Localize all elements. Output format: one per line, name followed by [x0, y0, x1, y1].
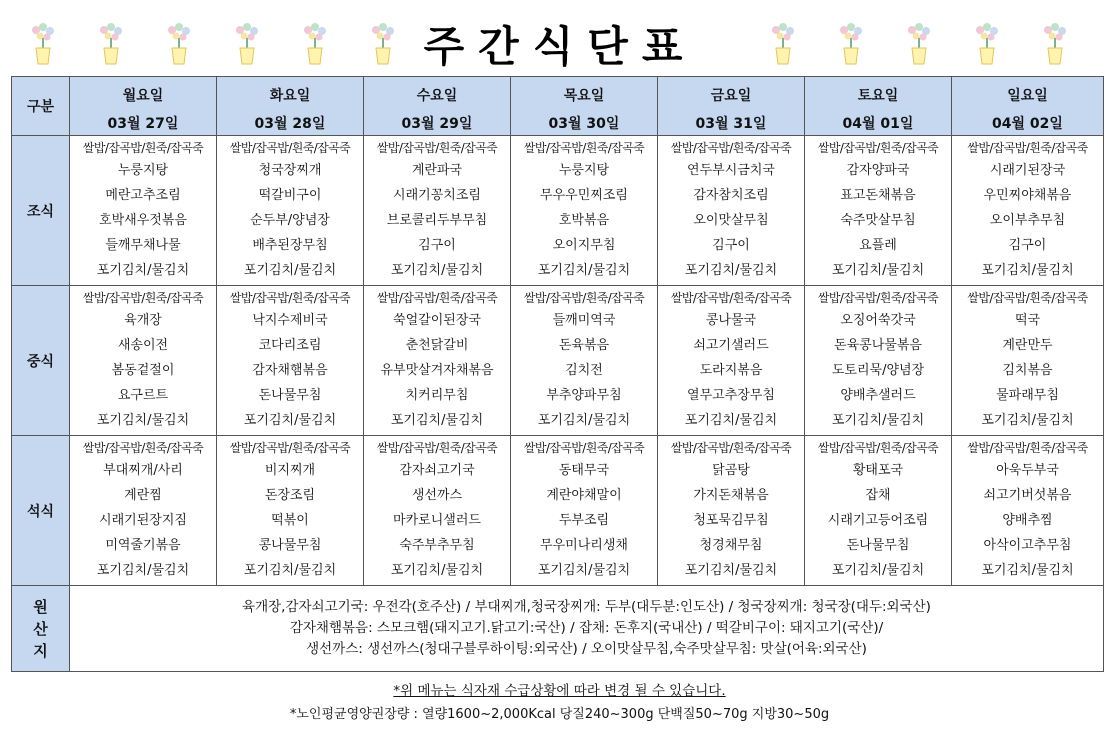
- menu-item: 부대찌개/사리: [103, 463, 183, 478]
- flower-pot-icon: [838, 22, 864, 66]
- flower-pot-icon: [30, 22, 56, 66]
- menu-item: 물파래무침: [996, 388, 1059, 403]
- meal-cell: [70, 436, 217, 586]
- menu-item: 돈육콩나물볶음: [834, 338, 922, 353]
- rice-options: 쌀밥/잡곡밥/흰죽/잡곡죽: [523, 291, 645, 305]
- meal-cell: [217, 286, 364, 436]
- day-header: 목요일 03월 30일: [511, 77, 658, 136]
- dinner-label: 석식: [12, 436, 70, 586]
- menu-item: 시래기된장지짐: [99, 513, 187, 528]
- menu-item: 생선까스: [411, 488, 463, 503]
- rice-options: 쌀밥/잡곡밥/흰죽/잡곡죽: [82, 291, 204, 305]
- flower-pot-icon: [770, 22, 796, 66]
- origin-info: [70, 586, 1104, 672]
- menu-item: 포기김치/물김치: [981, 413, 1074, 428]
- menu-item: 청국장찌개: [258, 163, 322, 178]
- menu-item: 청경채무침: [699, 538, 763, 553]
- menu-item: 누룽지탕: [558, 163, 610, 178]
- flower-pot-icon: [302, 22, 328, 66]
- day-header: 수요일 03월 29일: [364, 77, 511, 136]
- menu-item: 청포묵김무침: [693, 513, 769, 528]
- menu-item: 떡갈비구이: [258, 188, 322, 203]
- meal-cell: [511, 136, 658, 286]
- menu-item: 춘천닭갈비: [405, 338, 469, 353]
- nutrition-note: *노인평균영양권장량 : 열량1600~2,000Kcal 당질240~300g 단백질50~70g 지방30~50g: [289, 707, 830, 722]
- menu-item: 계란파국: [411, 163, 463, 178]
- menu-item: 포기김치/물김치: [981, 563, 1074, 578]
- menu-item: 포기김치/물김치: [831, 263, 925, 278]
- menu-item: 김구이: [418, 238, 456, 253]
- menu-item: 떡국: [1014, 313, 1041, 328]
- meal-cell: [364, 436, 511, 586]
- menu-item: 김치전: [565, 363, 603, 378]
- menu-item: 포기김치/물김치: [390, 413, 484, 428]
- menu-item: 쇠고기샐러드: [693, 338, 769, 353]
- menu-item: 감자쇠고기국: [399, 463, 475, 478]
- menu-item: 포기김치/물김치: [243, 413, 337, 428]
- flower-pot-icon: [906, 22, 932, 66]
- menu-item: 감자채햄볶음: [252, 363, 328, 378]
- rice-options: 쌀밥/잡곡밥/흰죽/잡곡죽: [523, 141, 645, 155]
- menu-item: 콩나물무침: [258, 538, 322, 553]
- page-title: 주간식단표: [423, 22, 697, 71]
- menu-item: 도토리묵/양념장: [831, 363, 925, 378]
- change-notice: *위 메뉴는 식자재 수급상황에 따라 변경 될 수 있습니다.: [393, 683, 726, 699]
- menu-item: 요구르트: [117, 388, 169, 403]
- flower-pot-icon: [234, 22, 260, 66]
- rice-options: 쌀밥/잡곡밥/흰죽/잡곡죽: [376, 441, 498, 455]
- menu-item: 포기김치/물김치: [684, 413, 778, 428]
- flower-pot-icon: [1042, 22, 1068, 66]
- flower-pot-icon: [98, 22, 124, 66]
- breakfast-label: 조식: [12, 136, 70, 286]
- rice-options: 쌀밥/잡곡밥/흰죽/잡곡죽: [670, 441, 792, 455]
- menu-item: 감자양파국: [846, 163, 910, 178]
- menu-item: 양배추샐러드: [840, 388, 916, 403]
- day-header: 토요일 04월 01일: [805, 77, 952, 136]
- rice-options: 쌀밥/잡곡밥/흰죽/잡곡죽: [670, 141, 792, 155]
- menu-item: 아욱두부국: [996, 463, 1059, 478]
- meal-cell: [805, 136, 952, 286]
- menu-item: 메란고추조림: [105, 188, 181, 203]
- meal-cell: [805, 286, 952, 436]
- origin-label: 원 산 지: [12, 586, 70, 672]
- menu-item: 누룽지탕: [117, 163, 169, 178]
- flower-pot-icon: [166, 22, 192, 66]
- meal-cell: [511, 436, 658, 586]
- menu-item: 숙주맛살무침: [840, 213, 916, 228]
- menu-item: 김치볶음: [1002, 363, 1053, 378]
- meal-cell: [70, 286, 217, 436]
- meal-cell: [952, 286, 1104, 436]
- menu-item: 포기김치/물김치: [684, 263, 778, 278]
- rice-options: 쌀밥/잡곡밥/흰죽/잡곡죽: [82, 141, 204, 155]
- menu-item: 시래기고등어조림: [827, 513, 929, 528]
- menu-item: 계란만두: [1002, 338, 1053, 353]
- meal-cell: [952, 136, 1104, 286]
- menu-item: 봄동겉절이: [111, 363, 175, 378]
- origin-row: [12, 586, 1104, 672]
- menu-item: 포기김치/물김치: [537, 263, 631, 278]
- menu-item: 도라지볶음: [699, 363, 763, 378]
- menu-item: 포기김치/물김치: [831, 413, 925, 428]
- menu-item: 쇠고기버섯볶음: [983, 488, 1072, 503]
- rice-options: 쌀밥/잡곡밥/흰죽/잡곡죽: [523, 441, 645, 455]
- corner-label: 구분: [12, 77, 70, 136]
- menu-item: 비지찌개: [264, 463, 316, 478]
- menu-item: 돈나물무침: [846, 538, 910, 553]
- menu-item: 포기김치/물김치: [831, 563, 925, 578]
- menu-item: 오이지무침: [552, 238, 616, 253]
- menu-item: 돈육볶음: [558, 338, 610, 353]
- menu-item: 오이맛살무침: [693, 213, 769, 228]
- menu-item: 양배추찜: [1002, 513, 1053, 528]
- menu-item: 표고돈채볶음: [840, 188, 916, 203]
- menu-item: 돈나물무침: [258, 388, 322, 403]
- menu-item: 시래기된장국: [989, 163, 1066, 178]
- menu-item: 요플레: [859, 238, 897, 253]
- rice-options: 쌀밥/잡곡밥/흰죽/잡곡죽: [229, 291, 351, 305]
- menu-item: 동태무국: [558, 463, 610, 478]
- menu-item: 오이부추무침: [989, 213, 1066, 228]
- menu-item: 낙지수제비국: [252, 313, 328, 328]
- meal-cell: [805, 436, 952, 586]
- menu-item: 브로콜리두부무침: [386, 213, 488, 228]
- menu-item: 부추양파무침: [546, 388, 622, 403]
- menu-item: 포기김치/물김치: [96, 563, 190, 578]
- rice-options: 쌀밥/잡곡밥/흰죽/잡곡죽: [82, 441, 204, 455]
- lunch-label: 중식: [12, 286, 70, 436]
- header-row: [12, 77, 1104, 136]
- menu-item: 우민찌야채볶음: [983, 188, 1072, 203]
- menu-item: 포기김치/물김치: [390, 263, 484, 278]
- rice-options: 쌀밥/잡곡밥/흰죽/잡곡죽: [967, 141, 1088, 155]
- origin-line: 육개장,감자쇠고기국: 우전각(호주산) / 부대찌개,청국장찌개: 두부(대두분:인도산) / 청국장찌개: 청국장(대두:외국산): [242, 599, 931, 615]
- rice-options: 쌀밥/잡곡밥/흰죽/잡곡죽: [376, 291, 498, 305]
- flower-pot-icon: [370, 22, 396, 66]
- menu-item: 잡채: [865, 488, 891, 503]
- day-header: 화요일 03월 28일: [217, 77, 364, 136]
- menu-item: 열무고추장무침: [687, 388, 775, 403]
- day-header: 일요일 04월 02일: [952, 77, 1104, 136]
- menu-item: 미역줄기볶음: [105, 538, 181, 553]
- menu-item: 황태포국: [852, 463, 904, 478]
- menu-item: 숙주부추무침: [399, 538, 475, 553]
- menu-item: 닭곰탕: [712, 463, 750, 478]
- menu-item: 들깨미역국: [552, 313, 616, 328]
- menu-item: 포기김치/물김치: [981, 263, 1074, 278]
- menu-item: 포기김치/물김치: [96, 413, 190, 428]
- origin-line: 감자채햄볶음: 스모크햄(돼지고기.닭고기:국산) / 잡채: 돈후지(국내산) / 떡갈비구이: 돼지고기(국산)/: [289, 620, 884, 636]
- meal-cell: [658, 136, 805, 286]
- menu-item: 계란찜: [124, 488, 162, 503]
- menu-item: 떡볶이: [271, 513, 309, 528]
- menu-item: 치커리무침: [405, 388, 469, 403]
- title-banner: [0, 0, 1119, 74]
- menu-item: 포기김치/물김치: [684, 563, 778, 578]
- menu-item: 포기김치/물김치: [537, 563, 631, 578]
- menu-item: 콩나물국: [705, 313, 757, 328]
- menu-item: 김구이: [1008, 238, 1047, 253]
- rice-options: 쌀밥/잡곡밥/흰죽/잡곡죽: [967, 441, 1088, 455]
- menu-item: 두부조림: [558, 513, 610, 528]
- meal-cell: [952, 436, 1104, 586]
- dinner-row: [12, 436, 1104, 586]
- rice-options: 쌀밥/잡곡밥/흰죽/잡곡죽: [376, 141, 498, 155]
- meal-cell: [658, 436, 805, 586]
- menu-item: 계란야채말이: [546, 488, 622, 503]
- menu-item: 유부맛살겨자채볶음: [380, 363, 494, 378]
- meal-cell: [217, 136, 364, 286]
- menu-item: 육개장: [124, 313, 162, 328]
- menu-item: 무우미나리생채: [540, 538, 628, 553]
- rice-options: 쌀밥/잡곡밥/흰죽/잡곡죽: [229, 141, 351, 155]
- rice-options: 쌀밥/잡곡밥/흰죽/잡곡죽: [967, 291, 1088, 305]
- menu-item: 감자참치조림: [693, 188, 769, 203]
- meal-cell: [70, 136, 217, 286]
- rice-options: 쌀밥/잡곡밥/흰죽/잡곡죽: [229, 441, 351, 455]
- menu-item: 쑥얼갈이된장국: [393, 313, 481, 328]
- meal-cell: [511, 286, 658, 436]
- meal-cell: [217, 436, 364, 586]
- breakfast-row: [12, 136, 1104, 286]
- menu-item: 연두부시금치국: [687, 163, 775, 178]
- flower-pot-icon: [974, 22, 1000, 66]
- menu-item: 포기김치/물김치: [243, 563, 337, 578]
- menu-item: 아삭이고추무침: [983, 538, 1072, 553]
- menu-item: 포기김치/물김치: [96, 263, 190, 278]
- lunch-row: [12, 286, 1104, 436]
- menu-item: 포기김치/물김치: [537, 413, 631, 428]
- menu-item: 가지돈채볶음: [693, 488, 769, 503]
- meal-cell: [658, 286, 805, 436]
- origin-line: 생선까스: 생선까스(청대구블루하이팅:외국산) / 오이맛살무침,숙주맛살무침: 맛살(어육:외국산): [306, 641, 867, 657]
- menu-item: 들깨무채나물: [105, 238, 181, 253]
- menu-item: 배추된장무침: [252, 238, 328, 253]
- menu-item: 새송이전: [117, 338, 169, 353]
- menu-item: 코다리조림: [258, 338, 322, 353]
- menu-item: 오징어쑥갓국: [840, 313, 916, 328]
- menu-item: 포기김치/물김치: [390, 563, 484, 578]
- rice-options: 쌀밥/잡곡밥/흰죽/잡곡죽: [817, 441, 939, 455]
- menu-item: 호박볶음: [558, 213, 610, 228]
- menu-item: 순두부/양념장: [250, 213, 330, 228]
- rice-options: 쌀밥/잡곡밥/흰죽/잡곡죽: [670, 291, 792, 305]
- meal-cell: [364, 286, 511, 436]
- meal-cell: [364, 136, 511, 286]
- menu-item: 시래기꽁치조림: [393, 188, 481, 203]
- menu-item: 돈장조림: [264, 488, 316, 503]
- menu-item: 포기김치/물김치: [243, 263, 337, 278]
- day-header: 월요일 03월 27일: [70, 77, 217, 136]
- menu-item: 호박새우젓볶음: [99, 213, 187, 228]
- day-header: 금요일 03월 31일: [658, 77, 805, 136]
- rice-options: 쌀밥/잡곡밥/흰죽/잡곡죽: [817, 141, 939, 155]
- rice-options: 쌀밥/잡곡밥/흰죽/잡곡죽: [817, 291, 939, 305]
- menu-item: 김구이: [712, 238, 750, 253]
- weekly-menu-table: [11, 76, 1104, 672]
- menu-item: 마카로니샐러드: [393, 513, 481, 528]
- menu-item: 무우우민찌조림: [540, 188, 628, 203]
